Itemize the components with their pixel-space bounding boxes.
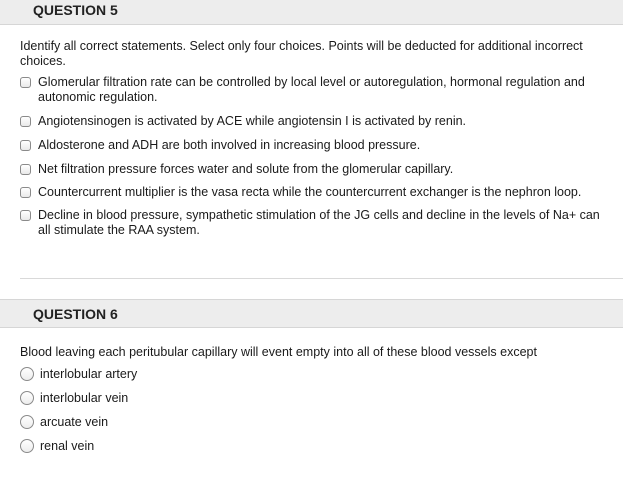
question-6-choice-1[interactable] <box>20 367 615 382</box>
choice-label: Countercurrent multiplier is the vasa recta while the countercurrent exchanger is the nephron loop. <box>38 185 582 199</box>
question-5-body <box>20 39 615 69</box>
checkbox[interactable] <box>20 116 31 127</box>
checkbox[interactable] <box>20 164 31 175</box>
question-5-choice-1[interactable] <box>20 75 615 105</box>
checkbox[interactable] <box>20 77 31 88</box>
choice-label: interlobular vein <box>40 391 129 405</box>
checkbox[interactable] <box>20 140 31 151</box>
question-5-title: QUESTION 5 <box>33 2 118 18</box>
question-5-choice-3[interactable] <box>20 138 615 153</box>
choice-label: Decline in blood pressure, sympathetic stimulation of the JG cells and decline in the levels of Na+ can all stimulate the RAA system. <box>38 208 600 237</box>
checkbox[interactable] <box>20 187 31 198</box>
question-6-body <box>20 345 615 360</box>
choice-label: renal vein <box>40 439 95 453</box>
choice-label: arcuate vein <box>40 415 109 429</box>
question-6-header <box>0 299 623 328</box>
question-5-choice-4[interactable] <box>20 162 615 177</box>
question-6-choice-4[interactable] <box>20 439 615 454</box>
radio-button[interactable] <box>20 367 34 381</box>
question-5-choice-2[interactable] <box>20 114 615 129</box>
question-6-choice-3[interactable] <box>20 415 615 430</box>
question-6-choice-2[interactable] <box>20 391 615 406</box>
choice-label: interlobular artery <box>40 367 138 381</box>
radio-button[interactable] <box>20 391 34 405</box>
radio-button[interactable] <box>20 439 34 453</box>
question-5-choice-6[interactable] <box>20 208 615 238</box>
question-divider <box>20 278 623 279</box>
question-5-header <box>0 0 623 25</box>
choice-label: Glomerular filtration rate can be controlled by local level or autoregulation, hormonal regulation and autonomic regulation. <box>38 75 585 104</box>
question-5-choice-5[interactable] <box>20 185 615 200</box>
choice-label: Aldosterone and ADH are both involved in increasing blood pressure. <box>38 138 421 152</box>
question-5-prompt: Identify all correct statements. Select only four choices. Points will be deducted for additional incorrect choices. <box>20 39 583 68</box>
question-6-prompt: Blood leaving each peritubular capillary will event empty into all of these blood vessels except <box>20 345 537 359</box>
question-6-title: QUESTION 6 <box>33 306 118 322</box>
radio-button[interactable] <box>20 415 34 429</box>
choice-label: Angiotensinogen is activated by ACE while angiotensin I is activated by renin. <box>38 114 467 128</box>
choice-label: Net filtration pressure forces water and solute from the glomerular capillary. <box>38 162 454 176</box>
checkbox[interactable] <box>20 210 31 221</box>
